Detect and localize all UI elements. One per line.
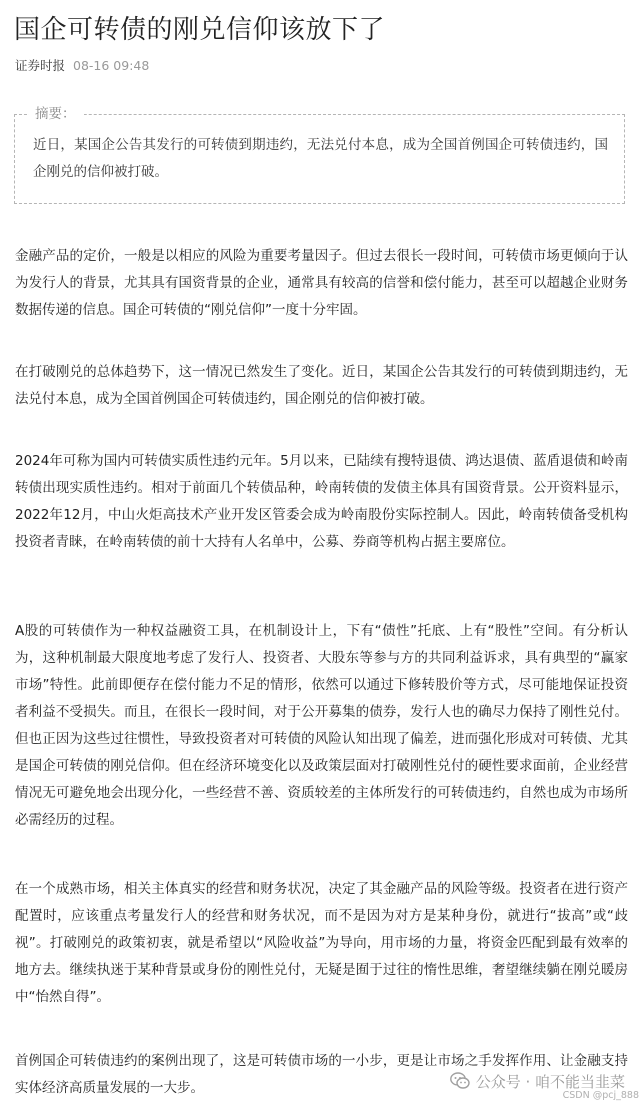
summary-text: 近日，某国企公告其发行的可转债到期违约，无法兑付本息，成为全国首例国企可转债违约，国企刚兑的信仰被打破。 [33, 137, 608, 180]
article-title: 国企可转债的刚兑信仰该放下了 [14, 15, 386, 45]
article-paragraph: 在打破刚兑的总体趋势下，这一情况已然发生了变化。近日，某国企公告其发行的可转债到期违约，无法兑付本息，成为全国首例国企可转债违约，国企刚兑的信仰被打破。 [15, 364, 628, 407]
wechat-watermark [450, 1070, 625, 1092]
article-paragraph: A股的可转债作为一种权益融资工具，在机制设计上，下有“债性”托底、上有“股性”空间。有分析认为，这种机制最大限度地考虑了发行人、投资者、大股东等参与方的共同利益诉求，具有典型的“赢家市场”特性。此前即便存在偿付能力不足的情形，依然可以通过下修转股价等方式，尽可能地保证投资者利益不受损失。而且，在很长一段时间，对于公开募集的债券，发行人也的确尽力保持了刚性兑付。但也正因为这些过往惯性，导致投资者对可转债的风险认知出现了偏差，进而强化形成对可转债、尤其是国企可转债的刚兑信仰。但在经济环境变化以及政策层面对打破刚性兑付的硬性要求面前，企业经营情况无可避免地会出现分化，一些经营不善、资质较差的主体所发行的可转债违约，自然也成为市场所必需经历的过程。 [15, 623, 628, 828]
article-paragraph: 金融产品的定价，一般是以相应的风险为重要考量因子。但过去很长一段时间，可转债市场更倾向于认为发行人的背景，尤其具有国资背景的企业，通常具有较高的信誉和偿付能力，甚至可以超越企业财务数据传递的信息。国企可转债的“刚兑信仰”一度十分牢固。 [15, 248, 628, 318]
article-meta [15, 56, 149, 76]
wechat-icon [450, 1072, 470, 1090]
article-date: 08-16 09:48 [73, 58, 150, 73]
article-paragraph: 在一个成熟市场，相关主体真实的经营和财务状况，决定了其金融产品的风险等级。投资者在进行资产配置时，应该重点考量发行人的经营和财务状况，而不是因为对方是某种身份，就进行“拔高”或“歧视”。打破刚兑的政策初衷，就是希望以“风险收益”为导向，用市场的力量，将资金匹配到最有效率的地方去。继续执迷于某种背景或身份的刚性兑付，无疑是囿于过往的惰性思维，奢望继续躺在刚兑暖房中“怡然自得”。 [15, 881, 628, 1005]
summary-box [14, 106, 625, 204]
watermark-text: 公众号 · 咱不能当韭菜 [475, 1072, 625, 1091]
article-paragraph: 2024年可称为国内可转债实质性违约元年。5月以来，已陆续有搜特退债、鸿达退债、蓝盾退债和岭南转债出现实质性违约。相对于前面几个转债品种，岭南转债的发债主体具有国资背景。公开资料显示，2022年12月，中山火炬高技术产业开发区管委会成为岭南股份实际控制人。因此，岭南转债备受机构投资者青睐，在岭南转债的前十大持有人名单中，公募、券商等机构占据主要席位。 [15, 453, 628, 550]
article-source[interactable]: 证券时报 [15, 58, 66, 73]
article-paragraph: 首例国企可转债违约的案例出现了，这是可转债市场的一小步，更是让市场之手发挥作用、让金融支持实体经济高质量发展的一大步。 [15, 1053, 628, 1096]
summary-label: 摘要： [29, 103, 84, 125]
csdn-watermark: CSDN @pcj_888 [562, 1090, 639, 1101]
